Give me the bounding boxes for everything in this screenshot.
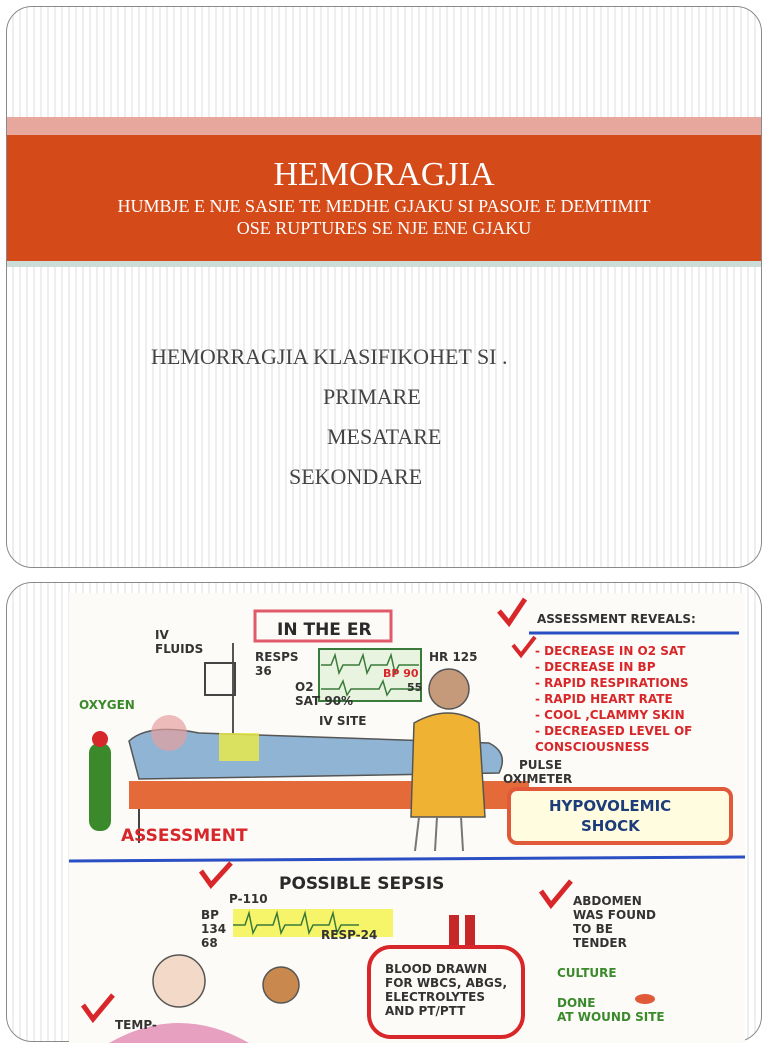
resp-24-label: RESP-24: [321, 928, 378, 942]
er-illustration: [69, 593, 745, 1043]
bp-low-value: 55: [407, 681, 423, 694]
reveal-item: - RAPID RESPIRATIONS: [535, 676, 689, 690]
bp2-label: BP: [201, 908, 219, 922]
possible-sepsis-heading: POSSIBLE SEPSIS: [279, 874, 445, 894]
classification-item-sekondare: SEKONDARE: [289, 464, 423, 489]
sat-label: SAT 90%: [295, 694, 354, 708]
title-band: [7, 117, 761, 267]
bp2-top-value: 134: [201, 922, 227, 936]
blood-tube: [465, 915, 475, 949]
slide-hemoragjia: [6, 6, 762, 568]
title-accent-stripe: [7, 117, 761, 135]
classification-heading: HEMORRAGJIA KLASIFIKOHET SI .: [151, 344, 508, 369]
abdomen-line: ABDOMEN: [573, 894, 642, 908]
slide-title: HEMORAGJIA: [273, 156, 495, 193]
culture-label: CULTURE: [557, 966, 617, 980]
temp-label: TEMP-: [115, 1018, 157, 1032]
classification-item-mesatare: MESATARE: [327, 424, 442, 449]
reveal-item: - RAPID HEART RATE: [535, 692, 673, 706]
bp2-bottom-value: 68: [201, 936, 218, 950]
blood-tube: [449, 915, 459, 949]
blood-drawn-line: BLOOD DRAWN: [385, 962, 488, 976]
abdomen-line: TO BE: [573, 922, 613, 936]
oximeter-label: OXIMETER: [503, 772, 573, 786]
reveal-item: - DECREASE IN BP: [535, 660, 656, 674]
iv-fluids-line-2: FLUIDS: [155, 642, 204, 656]
reveal-item: - DECREASE IN O2 SAT: [535, 644, 686, 658]
reveal-item: CONSCIOUSNESS: [535, 740, 650, 754]
shock-line-2: SHOCK: [581, 817, 640, 835]
resps-value: 36: [255, 664, 272, 678]
iv-fluids-line-1: IV: [155, 628, 169, 642]
resps-label: RESPS: [255, 650, 299, 664]
shock-line-1: HYPOVOLEMIC: [549, 797, 672, 815]
in-the-er-label: IN THE ER: [277, 620, 372, 640]
nurse-figure: [411, 713, 485, 817]
patient-face: [153, 955, 205, 1007]
slide-subtitle-line-1: HUMBJE E NJE SASIE TE MEDHE GJAKU SI PASOJE E DEMTIMIT: [117, 196, 651, 216]
er-sketch: [69, 593, 745, 1043]
title-box: [7, 135, 761, 261]
abdomen-line: WAS FOUND: [573, 908, 656, 922]
classification-item-primare: PRIMARE: [323, 384, 421, 409]
slide-er-assessment: [6, 582, 762, 1042]
abdomen-line: TENDER: [573, 936, 627, 950]
blood-drawn-line: FOR WBCS, ABGS,: [385, 976, 508, 990]
blood-drawn-line: ELECTROLYTES: [385, 990, 485, 1004]
reveal-item: - COOL ,CLAMMY SKIN: [535, 708, 685, 722]
oxygen-label: OXYGEN: [79, 698, 135, 712]
iv-site-label: IV SITE: [319, 714, 367, 728]
slide-subtitle-line-2: OSE RUPTURES SE NJE ENE GJAKU: [236, 218, 532, 238]
bp-label: BP 90: [383, 667, 419, 680]
pulse-label: PULSE: [519, 758, 563, 772]
heart-rate-label: HR 125: [429, 650, 478, 664]
assessment-reveals-heading: ASSESSMENT REVEALS:: [537, 612, 696, 626]
reveal-item: - DECREASED LEVEL OF: [535, 724, 693, 738]
oxygen-tank: [89, 743, 111, 831]
assessment-label: ASSESSMENT: [121, 826, 248, 846]
wound-site-label: AT WOUND SITE: [557, 1010, 665, 1024]
classification-list: [147, 337, 617, 497]
done-label: DONE: [557, 996, 596, 1010]
blood-drawn-line: AND PT/PTT: [385, 1004, 466, 1018]
pulse-110-label: P-110: [229, 892, 268, 906]
o2-label: O2: [295, 680, 314, 694]
